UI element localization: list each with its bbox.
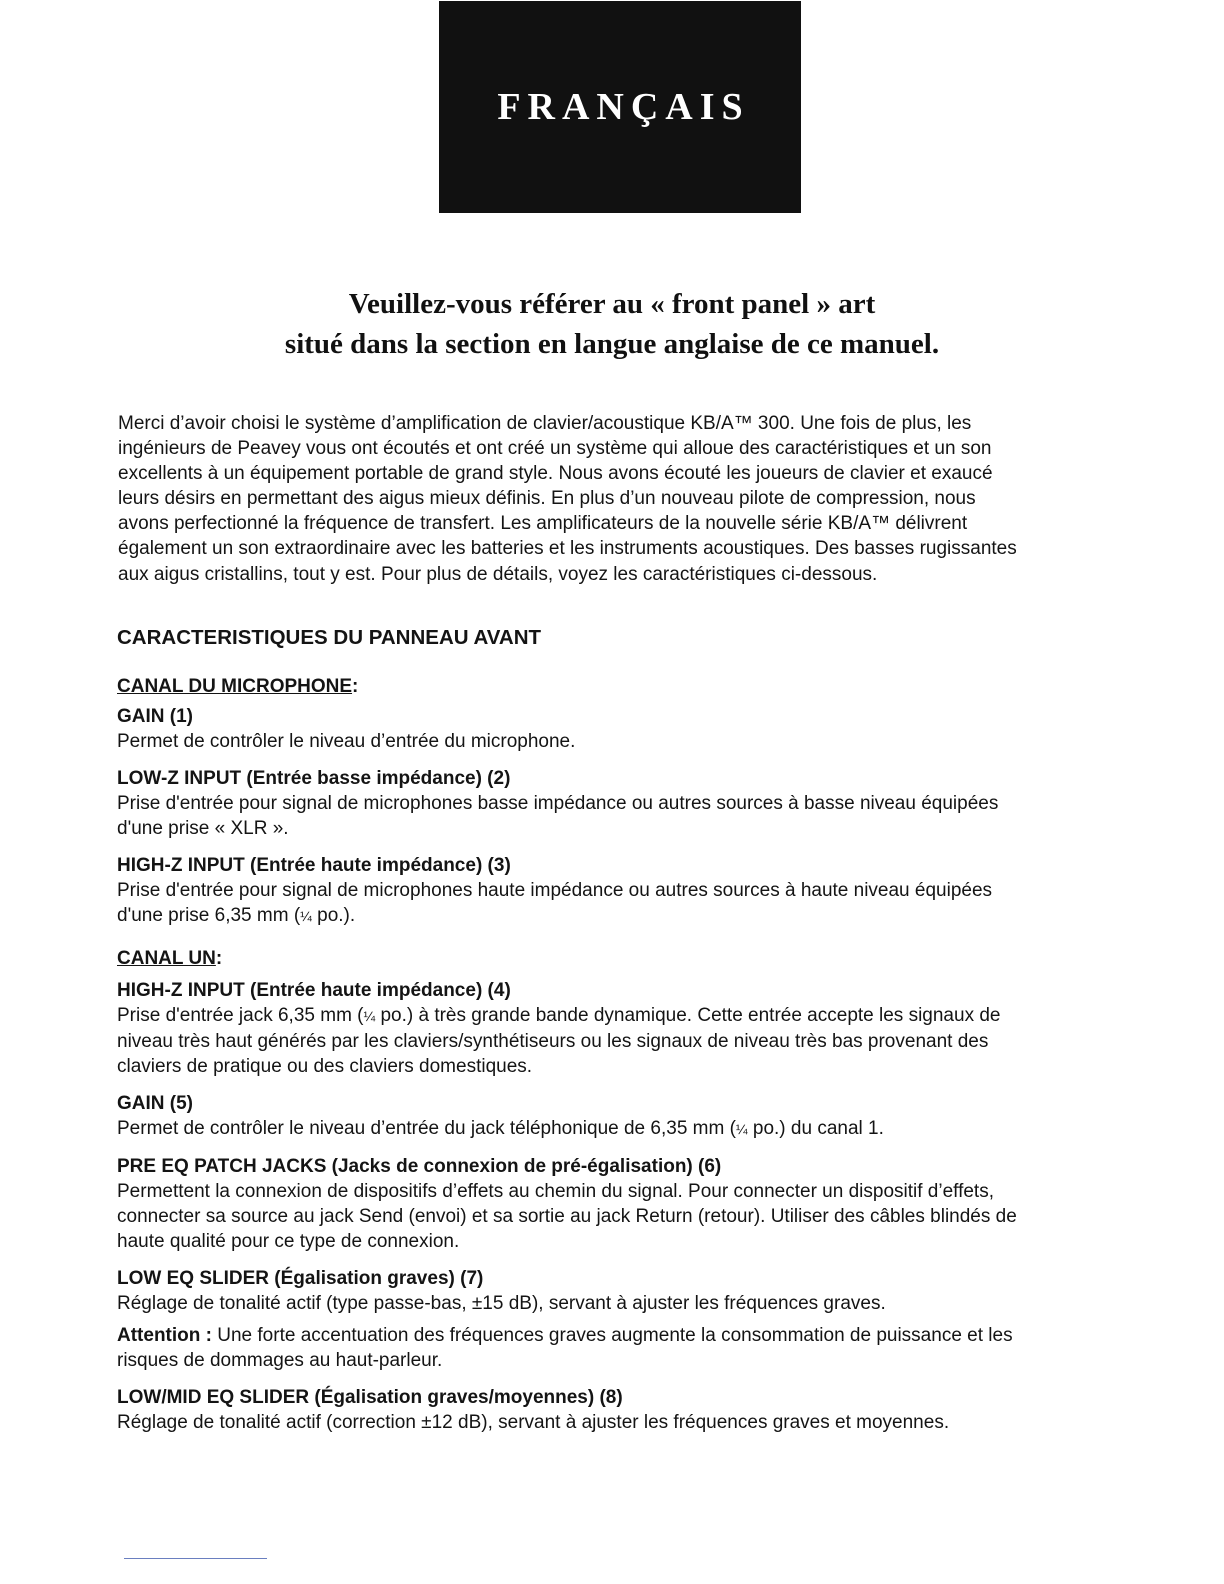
attention-note xyxy=(117,1323,1122,1373)
feature-description xyxy=(117,878,1122,929)
text-run: po.) du canal 1. xyxy=(747,1118,884,1139)
feature-title: PRE EQ PATCH JACKS (Jacks de connexion de pré-égalisation) (6) xyxy=(117,1156,722,1177)
features-section xyxy=(117,624,1122,1435)
feature-line xyxy=(117,1116,1122,1142)
feature-title: LOW EQ SLIDER (Égalisation graves) (7) xyxy=(117,1268,484,1289)
headline-line-2: situé dans la section en langue anglaise de ce manuel. xyxy=(284,328,940,360)
feature-line: Prise d'entrée pour signal de microphones basse impédance ou autres sources à basse niveau équipées xyxy=(117,793,999,814)
text-run: Une forte accentuation des fréquences graves augmente la consommation de puissance et les xyxy=(211,1325,1013,1346)
channel-heading-colon: : xyxy=(352,676,359,697)
feature-line xyxy=(117,1003,1122,1029)
fraction: ¼ xyxy=(363,1008,376,1024)
feature-line: niveau très haut générés par les claviers/synthétiseurs ou les signaux de niveau très bas provenant des xyxy=(117,1031,989,1052)
feature-description xyxy=(117,1291,1122,1316)
text-run: d'une prise 6,35 mm ( xyxy=(117,905,301,926)
feature-description xyxy=(117,1003,1122,1079)
intro-line: également un son extraordinaire avec les batteries et les instruments acoustiques. Des basses rugissantes xyxy=(118,538,1017,560)
feature-description xyxy=(117,1179,1122,1254)
channel-heading-text: CANAL DU MICROPHONE xyxy=(117,676,353,697)
intro-line: Merci d’avoir choisi le système d’amplification de clavier/acoustique KB/A™ 300. Une fois de plus, les xyxy=(118,413,972,434)
footer-rule xyxy=(124,1558,267,1559)
fraction: ¼ xyxy=(300,908,312,924)
section-title: CARACTERISTIQUES DU PANNEAU AVANT xyxy=(117,626,542,649)
feature-line: d'une prise « XLR ». xyxy=(117,818,289,839)
intro-paragraph xyxy=(118,411,1118,587)
feature-description xyxy=(117,1410,1122,1435)
intro-line: ingénieurs de Peavey vous ont écoutés et ont créé un système qui alloue des caractéristiques et un son xyxy=(118,438,992,460)
banner-title: FRANÇAIS xyxy=(497,86,750,128)
text-run: Permet de contrôler le niveau d’entrée du jack téléphonique de 6,35 mm ( xyxy=(117,1118,736,1139)
feature-item xyxy=(117,853,1122,929)
feature-item xyxy=(117,1154,1122,1254)
channel-heading-colon: : xyxy=(215,948,223,969)
feature-line: Réglage de tonalité actif (type passe-bas, ±15 dB), servant à ajuster les fréquences graves. xyxy=(117,1293,886,1314)
fraction: ¼ xyxy=(735,1121,748,1137)
feature-item xyxy=(117,1266,1122,1316)
feature-description xyxy=(117,791,1122,841)
feature-title: HIGH-Z INPUT (Entrée haute impédance) (4) xyxy=(117,980,511,1001)
feature-item xyxy=(117,1385,1122,1435)
channel-heading-canal-un xyxy=(117,946,1122,972)
feature-title: GAIN (1) xyxy=(117,706,193,727)
intro-line: aux aigus cristallins, tout y est. Pour plus de détails, voyez les caractéristiques ci-dessous. xyxy=(118,563,878,585)
feature-line: Réglage de tonalité actif (correction ±12 dB), servant à ajuster les fréquences graves et moyennes. xyxy=(117,1412,950,1433)
text-run: po.) à très grande bande dynamique. Cette entrée accepte les signaux de xyxy=(375,1005,1001,1026)
feature-description xyxy=(117,1116,1122,1142)
page-headline xyxy=(0,284,1224,364)
language-banner xyxy=(439,1,801,213)
note-line xyxy=(117,1323,1122,1348)
headline-line-1: Veuillez-vous référer au « front panel » art xyxy=(348,288,876,320)
feature-item xyxy=(117,766,1122,841)
intro-line: avons perfectionné la fréquence de transfert. Les amplificateurs de la nouvelle série KB/A™ délivrent xyxy=(118,513,968,535)
feature-title: GAIN (5) xyxy=(117,1093,193,1114)
note-label: Attention : xyxy=(117,1325,212,1346)
feature-title: LOW-Z INPUT (Entrée basse impédance) (2) xyxy=(117,768,511,789)
feature-line: connecter sa source au jack Send (envoi) et sa sortie au jack Return (retour). Utiliser des câbles blindés de xyxy=(117,1206,1017,1227)
feature-title: LOW/MID EQ SLIDER (Égalisation graves/moyennes) (8) xyxy=(117,1387,623,1408)
text-run: po.). xyxy=(311,905,356,926)
intro-line: leurs désirs en permettant des aigus mieux définis. En plus d’un nouveau pilote de compression, nous xyxy=(118,488,976,510)
feature-item xyxy=(117,1091,1122,1142)
channel-heading-microphone xyxy=(117,674,1122,700)
intro-line: excellents à un équipement portable de grand style. Nous avons écouté les joueurs de clavier et exaucé xyxy=(118,463,993,485)
feature-item xyxy=(117,704,1122,754)
feature-line: Permettent la connexion de dispositifs d’effets au chemin du signal. Pour connecter un dispositif d’effets, xyxy=(117,1181,994,1202)
feature-description xyxy=(117,729,1122,754)
feature-line: Permet de contrôler le niveau d’entrée du microphone. xyxy=(117,731,576,752)
note-line: risques de dommages au haut-parleur. xyxy=(117,1350,443,1371)
text-run: Prise d'entrée jack 6,35 mm ( xyxy=(117,1005,364,1026)
feature-title: HIGH-Z INPUT (Entrée haute impédance) (3) xyxy=(117,855,511,876)
feature-line: Prise d'entrée pour signal de microphones haute impédance ou autres sources à haute niveau équipées xyxy=(117,880,993,901)
feature-line: haute qualité pour ce type de connexion. xyxy=(117,1231,460,1252)
feature-line xyxy=(117,903,1122,929)
feature-line: claviers de pratique ou des claviers domestiques. xyxy=(117,1056,533,1077)
feature-item xyxy=(117,978,1122,1079)
channel-heading-text: CANAL UN xyxy=(117,948,216,969)
